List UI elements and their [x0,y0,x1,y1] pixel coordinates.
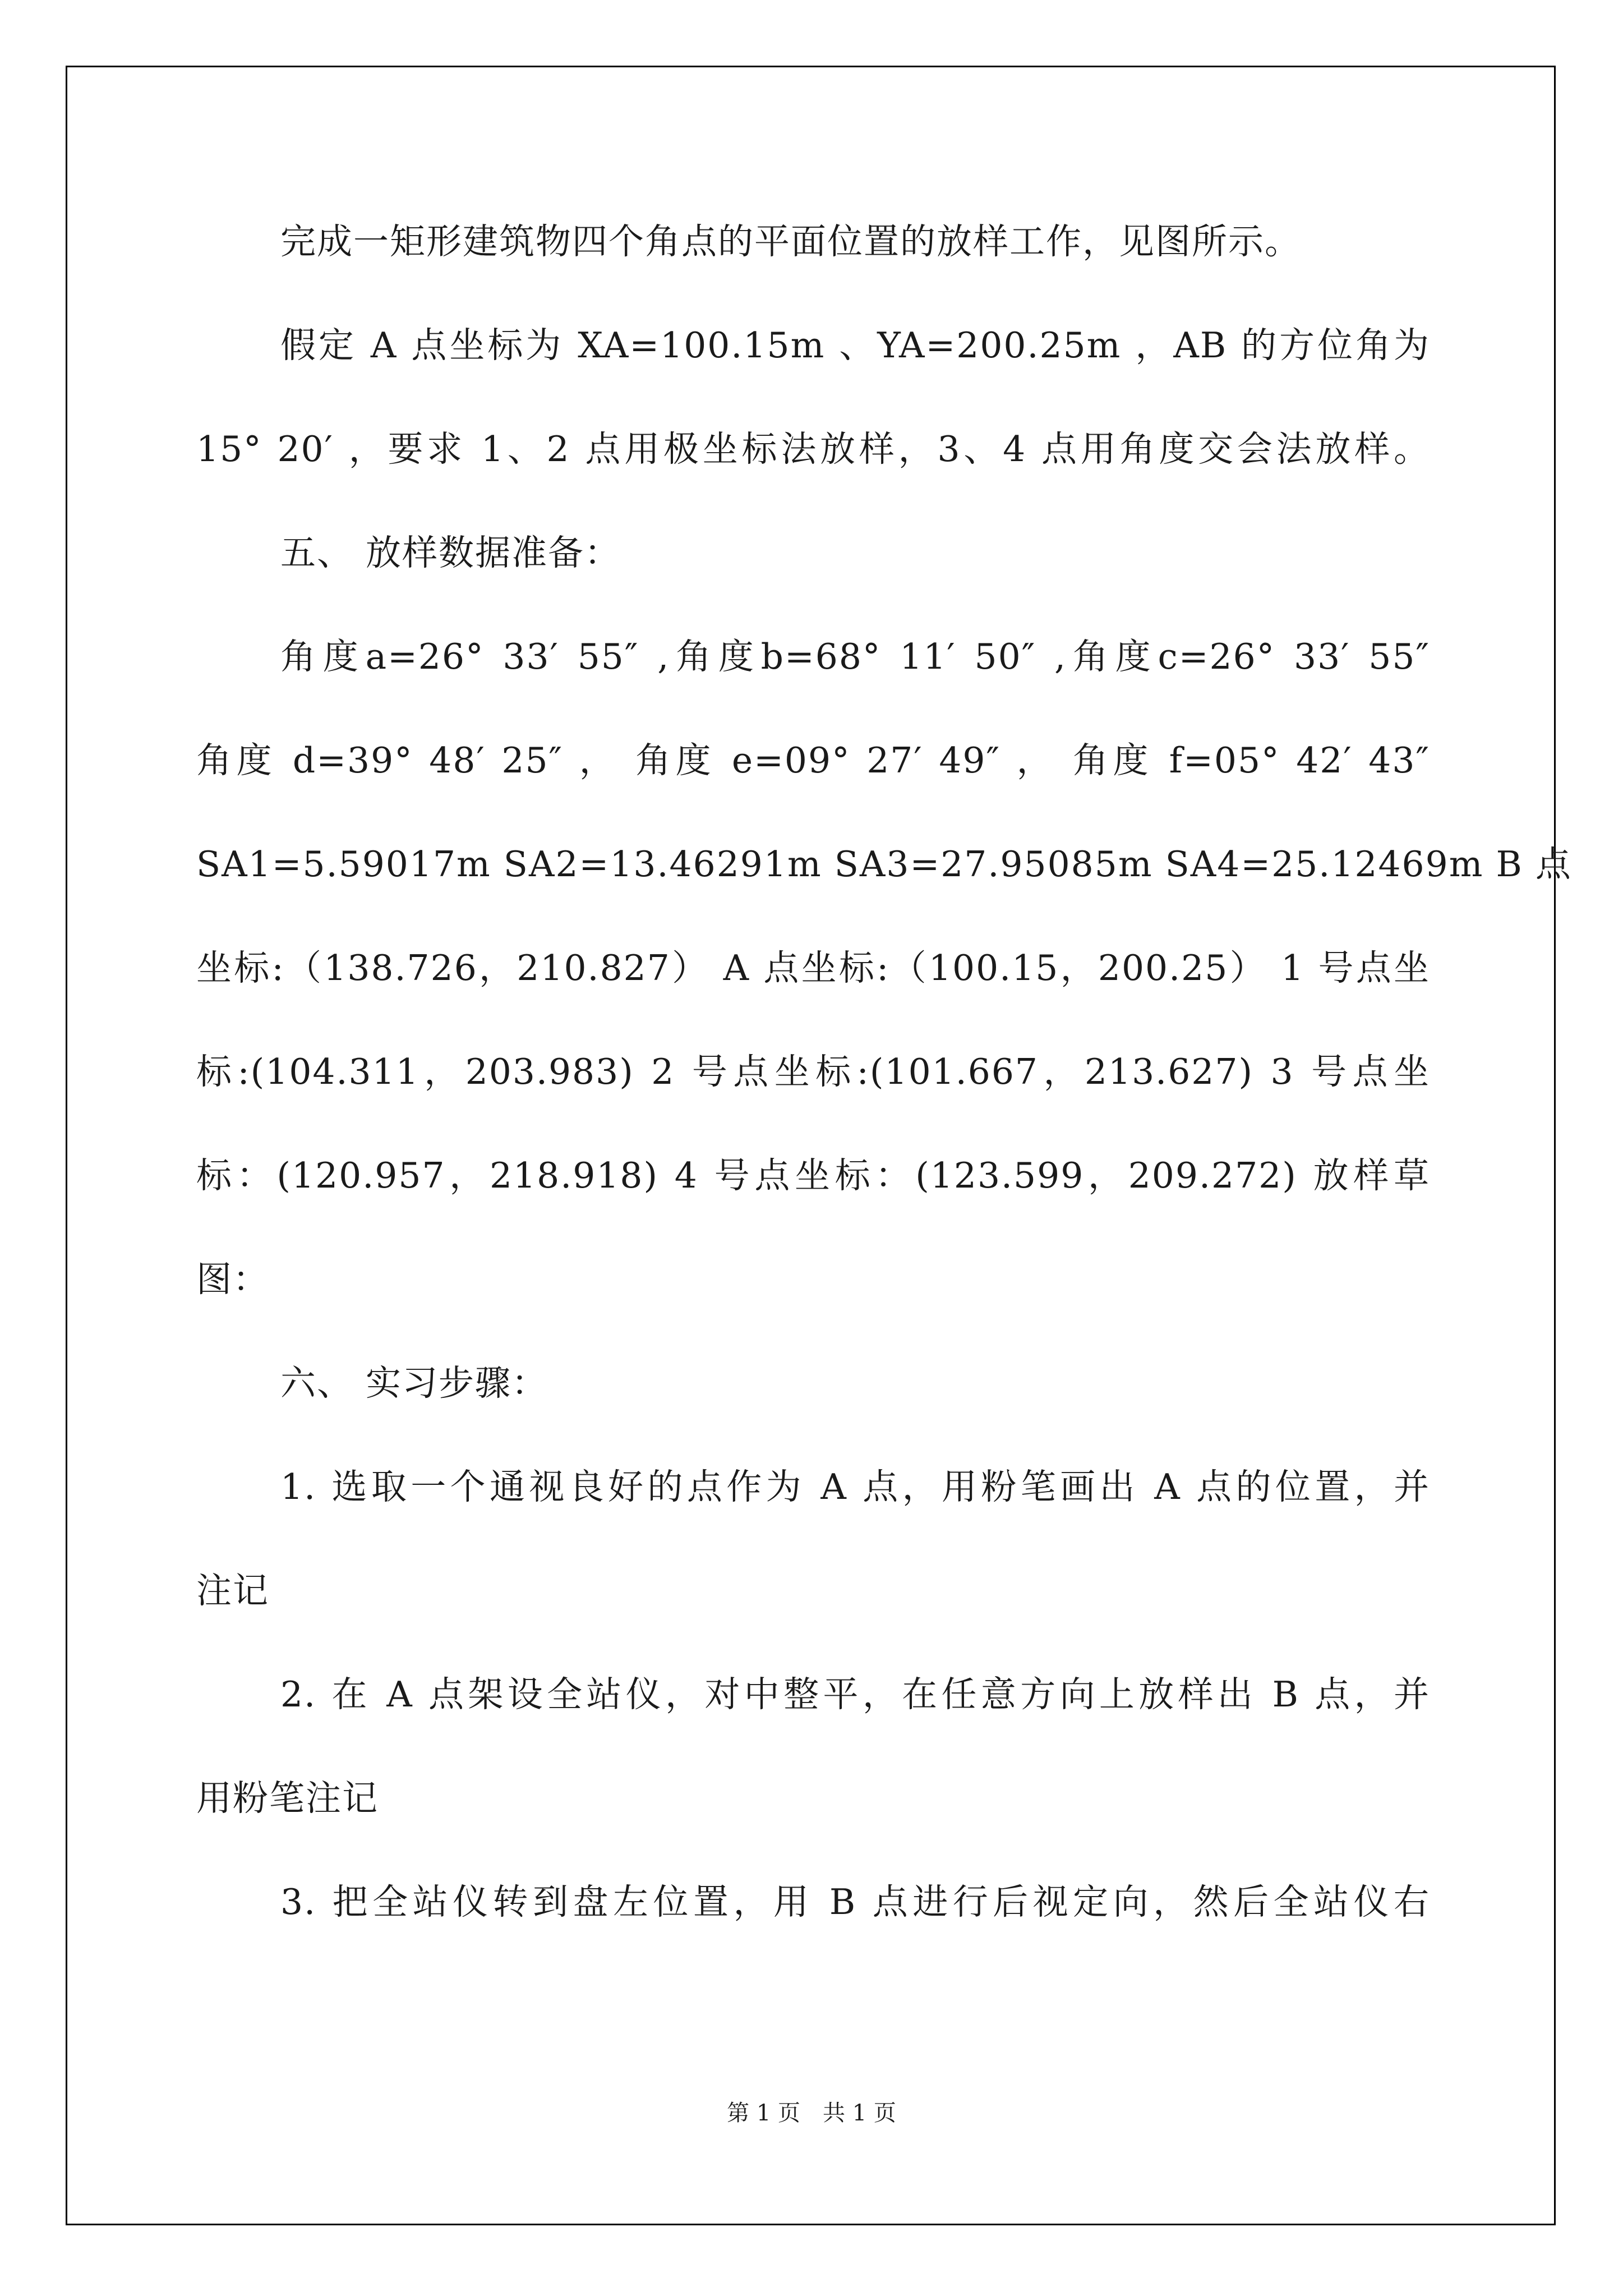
text-line: 完成一矩形建筑物四个角点的平面位置的放样工作，见图所示。 [280,221,1301,262]
page-number-footer: 第 1 页 共 1 页 [727,2100,896,2126]
text-line: 注记 [196,1570,269,1611]
text-line: SA1=5.59017m SA2=13.46291m SA3=27.95085m SA4=25.12469m B 点 [196,844,1572,885]
text-line: 1. 选取一个通视良好的点作为 A 点，用粉笔画出 A 点的位置，并 [280,1466,1430,1507]
section-heading: 六、 实习步骤： [280,1363,548,1404]
text-line: 假定 A 点坐标为 XA=100.15m 、YA=200.25m ，AB 的方位角为 [280,325,1430,366]
text-line: 角度a=26° 33′ 55″ ,角度b=68° 11′ 50″ ,角度c=26° 33′ 55″ [280,636,1430,677]
text-line: 标:(104.311，203.983) 2 号点坐标:(101.667，213.627) 3 号点坐 [196,1051,1430,1092]
text-line: 2. 在 A 点架设全站仪，对中整平，在任意方向上放样出 B 点，并 [280,1674,1430,1715]
document-body [196,218,1572,1982]
text-line: 角度 d=39° 48′ 25″ ， 角度 e=09° 27′ 49″ ， 角度 f=05° 42′ 43″ [196,740,1430,781]
text-line: 3. 把全站仪转到盘左位置，用 B 点进行后视定向，然后全站仪右 [280,1881,1430,1922]
text-line: 图： [196,1259,269,1300]
text-line: 坐标:（138.726，210.827） A 点坐标:（100.15，200.25） 1 号点坐 [196,947,1430,988]
text-line: 15° 20′ ，要求 1、2 点用极坐标法放样，3、4 点用角度交会法放样。 [196,429,1430,470]
section-heading: 五、 放样数据准备： [280,532,621,573]
text-line: 标：(120.957，218.918) 4 号点坐标：(123.599，209.272) 放样草 [196,1155,1430,1196]
text-line: 用粉笔注记 [196,1778,379,1819]
